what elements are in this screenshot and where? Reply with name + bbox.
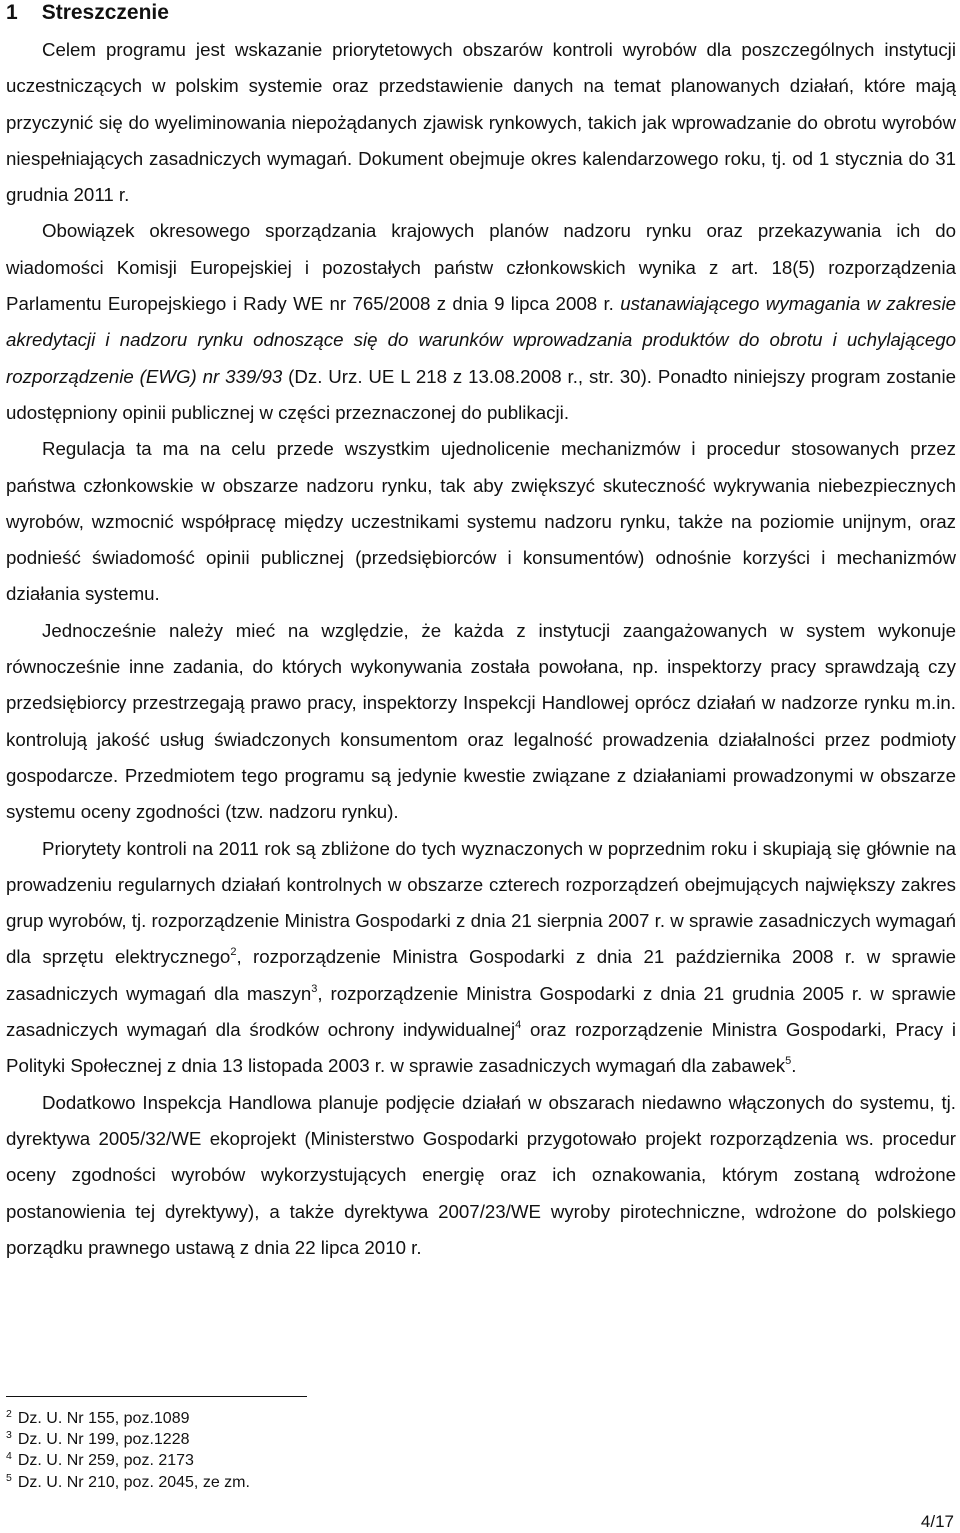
paragraph-5-part-b: , rozporządzenie Ministra Gospodarki z dnia 21 października 2008 r. w sprawie zasadniczych wymagań dla maszyn xyxy=(6,946,957,1004)
section-heading xyxy=(6,0,956,32)
footnote-text: Dz. U. Nr 210, poz. 2045, ze zm. xyxy=(17,1473,250,1491)
footnote-text: Dz. U. Nr 199, poz.1228 xyxy=(17,1431,190,1449)
paragraph-4: Jednocześnie należy mieć na względzie, że każda z instytucji zaangażowanych w system wykonuje równocześnie inne zadania, do których wykonywania została powołana, np. inspektorzy pracy sprawdzają czy przedsiębiorcy przestrzegają prawo pracy, inspektorzy Inspekcji Handlowej oprócz działań w nadzorze rynku m.in. kontrolują jakość usług świadczonych konsumentom oraz legalność prowadzenia działalności przez podmioty gospodarcze. Przedmiotem tego programu są jedynie kwestie związane z działaniami prowadzonymi w obszarze systemu oceny zgodności (tzw. nadzoru rynku). xyxy=(6,619,956,823)
paragraph-3: Regulacja ta ma na celu przede wszystkim ujednolicenie mechanizmów i procedur stosowanych przez państwa członkowskie w obszarze nadzoru rynku, tak aby zwiększyć skuteczność wykrywania niebezpiecznych wyrobów, wzmocnić współpracę między uczestnikami systemu nadzoru rynku, także na poziomie unijnym, oraz podnieść świadomość opinii publicznej (przedsiębiorców i konsumentów) odnośnie korzyści i mechanizmów działania systemu. xyxy=(6,438,956,605)
footnote-item xyxy=(6,1429,606,1450)
paragraph-2-part-b: (Dz. Urz. UE L 218 z 13.08.2008 r., str. 30). Ponadto niniejszy program zostanie udostępniony opinii publicznej w części przeznaczonej do publikacji. xyxy=(6,365,956,423)
paragraph-5-part-d: oraz rozporządzenie Ministra Gospodarki, Pracy i Polityki Społecznej z dnia 13 listopada 2003 r. w sprawie zasadniczych wymagań dla zabawek xyxy=(6,1019,957,1077)
footnote-ref-5[interactable]: 5 xyxy=(785,1055,792,1068)
footnote-ref-4[interactable]: 4 xyxy=(515,1019,522,1032)
footnote-text: Dz. U. Nr 259, poz. 2173 xyxy=(17,1452,194,1470)
footnote-mark: 3 xyxy=(6,1429,12,1442)
section-title: Streszczenie xyxy=(41,1,169,24)
page-number: 4/17 xyxy=(920,1512,954,1531)
footnotes xyxy=(6,1408,606,1493)
section-number: 1 xyxy=(6,1,18,24)
paragraph-5-part-a: Priorytety kontroli na 2011 rok są zbliżone do tych wyznaczonych w poprzednim roku i skupiają się głównie na prowadzeniu regularnych działań kontrolnych w obszarze czterech rozporządzeń obejmujących największy zakres grup wyrobów, tj. rozporządzenie Ministra Gospodarki z dnia 21 sierpnia 2007 r. w sprawie zasadniczych wymagań dla sprzętu elektrycznego xyxy=(6,837,956,968)
footnote-mark: 4 xyxy=(6,1450,12,1463)
regulation-title-italic: ustanawiającego wymagania w zakresie akredytacji i nadzoru rynku odnoszące się do warunków wprowadzania produktów do obrotu i uchylającego rozporządzenie (EWG) nr 339/93 xyxy=(6,293,956,387)
paragraph-5 xyxy=(6,831,956,1085)
paragraph-6: Dodatkowo Inspekcja Handlowa planuje podjęcie działań w obszarach niedawno włączonych do systemu, tj. dyrektywa 2005/32/WE ekoprojekt (Ministerstwo Gospodarki przygotowało projekt rozporządzenia ws. procedur oceny zgodności wyrobów wykorzystujących energię oraz ich oznakowania, którym zostaną wdrożone postanowienia tej dyrektywy), a także dyrektywa 2007/23/WE wyroby pirotechniczne, wdrożone do polskiego porządku prawnego ustawą z dnia 22 lipca 2010 r. xyxy=(6,1091,956,1258)
footnote-mark: 5 xyxy=(6,1471,12,1484)
paragraph-5-part-c: , rozporządzenie Ministra Gospodarki z dnia 21 grudnia 2005 r. w sprawie zasadniczych wymagań dla środków ochrony indywidualnej xyxy=(6,982,957,1041)
footnote-item xyxy=(6,1408,606,1429)
document-page xyxy=(6,0,956,1266)
paragraph-2-part-a: Obowiązek okresowego sporządzania krajowych planów nadzoru rynku oraz przekazywania ich do wiadomości Komisji Europejskiej i pozostałych państw członkowskich wynika z art. 18(5) rozporządzenia Parlamentu Europejskiego i Rady WE nr 765/2008 z dnia 9 lipca 2008 r. xyxy=(6,220,956,315)
footnote-ref-3[interactable]: 3 xyxy=(311,982,318,995)
footnote-mark: 2 xyxy=(6,1408,12,1420)
paragraph-5-part-e: . xyxy=(791,1055,797,1077)
footnote-text: Dz. U. Nr 155, poz.1089 xyxy=(17,1410,190,1427)
footnote-separator xyxy=(6,1396,307,1397)
footnote-item xyxy=(6,1472,606,1493)
paragraph-2 xyxy=(6,213,956,431)
paragraph-1: Celem programu jest wskazanie priorytetowych obszarów kontroli wyrobów dla poszczególnych instytucji uczestniczących w polskim systemie oraz przedstawienie danych na temat planowanych działań, które mają przyczynić się do wyeliminowania niepożądanych zjawisk rynkowych, takich jak wprowadzanie do obrotu wyrobów niespełniających zasadniczych wymagań. Dokument obejmuje okres kalendarzowego roku, tj. od 1 stycznia do 31 grudnia 2011 r. xyxy=(6,39,956,206)
footnote-ref-2[interactable]: 2 xyxy=(230,946,237,959)
footnote-item xyxy=(6,1450,606,1471)
